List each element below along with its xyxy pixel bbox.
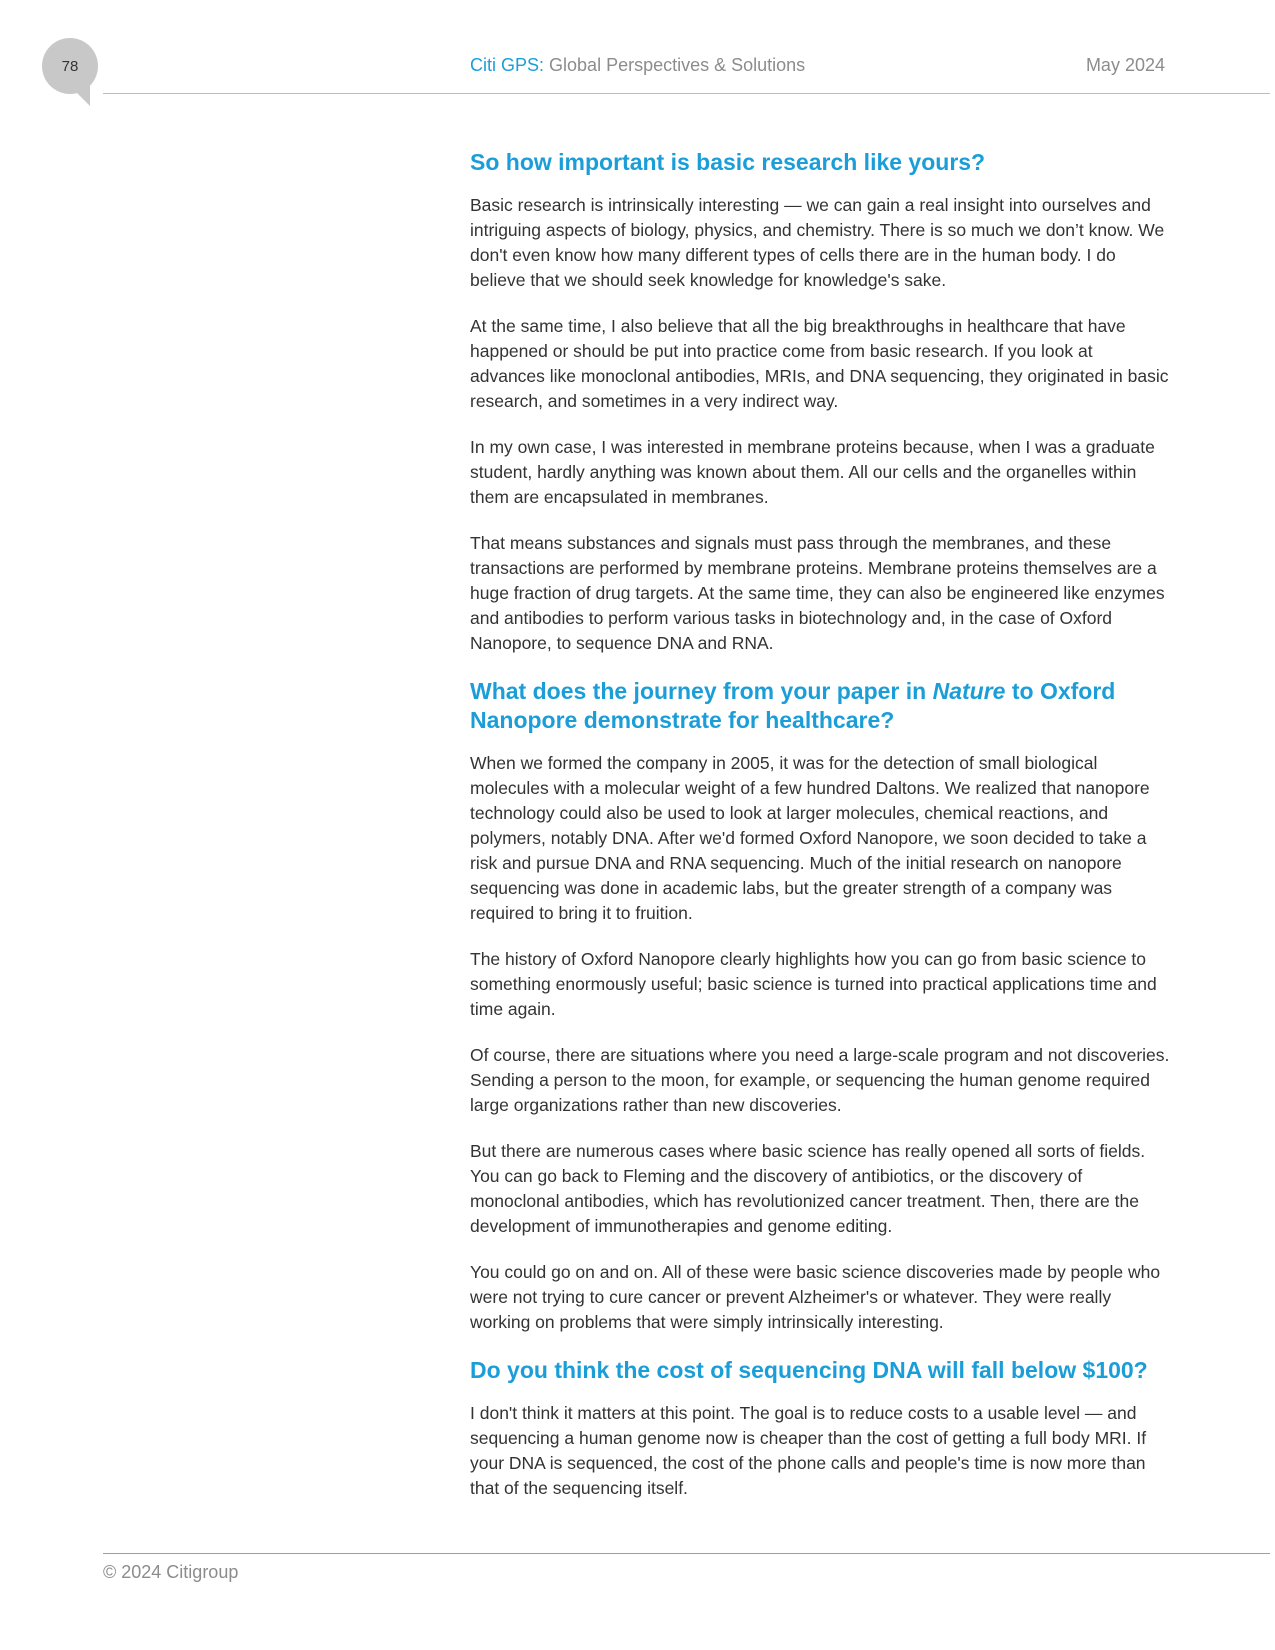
paragraph: When we formed the company in 2005, it was for the detection of small biological molecules with a molecular weight of a few hundred Daltons. We realized that nanopore technology could also be used to look at larger molecules, chemical reactions, and polymers, notably DNA. After we'd formed Oxford Nanopore, we soon decided to take a risk and pursue DNA and RNA sequencing. Much of the initial research on nanopore sequencing was done in academic labs, but the greater strength of a company was required to bring it to fruition. [470,753,1150,923]
paragraph: But there are numerous cases where basic science has really opened all sorts of fields. You can go back to Fleming and the discovery of antibiotics, or the discovery of monoclonal antibodies, which has revolutionized cancer treatment. Then, there are the development of immunotherapies and genome editing. [470,1141,1146,1236]
paragraph: The history of Oxford Nanopore clearly highlights how you can go from basic science to something enormously useful; basic science is turned into practical applications time and time again. [470,949,1157,1019]
footer-copyright: © 2024 Citigroup [103,1562,239,1582]
heading-text: What does the journey from your paper in [470,678,933,704]
heading-text: to Oxford Nanopore demonstrate for healthcare? [470,678,1116,733]
paragraph: Basic research is intrinsically interesting — we can gain a real insight into ourselves and intriguing aspects of biology, physics, and chemistry. There is so much we don’t know. We don't even know how many different types of cells there are in the human body. I do believe that we should seek knowledge for knowledge's sake. [470,195,1165,290]
article-body [470,148,1170,1522]
section-heading-sequencing-cost: Do you think the cost of sequencing DNA will fall below $100? [470,1357,1148,1383]
header-brand: Citi GPS: [470,55,545,75]
page-badge-tail [68,84,90,106]
header-subtitle: Global Perspectives & Solutions [549,55,806,75]
header-divider [103,93,1270,94]
paragraph: You could go on and on. All of these were basic science discoveries made by people who were not trying to cure cancer or prevent Alzheimer's or whatever. They were really working on problems that were simply intrinsically interesting. [470,1262,1161,1332]
section-heading-nature-journey [470,677,1170,735]
page-header [470,55,1165,81]
paragraph: That means substances and signals must pass through the membranes, and these transactions are performed by membrane proteins. Membrane proteins themselves are a huge fraction of drug targets. At the same time, they can also be engineered like enzymes and antibodies to perform various tasks in biotechnology and, in the case of Oxford Nanopore, to sequence DNA and RNA. [470,533,1165,653]
paragraph: At the same time, I also believe that all the big breakthroughs in healthcare that have happened or should be put into practice come from basic research. If you look at advances like monoclonal antibodies, MRIs, and DNA sequencing, they originated in basic research, and sometimes in a very indirect way. [470,316,1169,411]
paragraph: In my own case, I was interested in membrane proteins because, when I was a graduate student, hardly anything was known about them. All our cells and the organelles within them are encapsulated in membranes. [470,437,1155,507]
header-date: May 2024 [1085,55,1165,75]
page-number: 78 [61,57,79,75]
section-heading-basic-research: So how important is basic research like yours? [470,149,986,175]
paragraph: I don't think it matters at this point. The goal is to reduce costs to a usable level — and sequencing a human genome now is cheaper than the cost of getting a full body MRI. If your DNA is sequenced, the cost of the phone calls and people's time is now more than that of the sequencing itself. [470,1403,1147,1498]
paragraph: Of course, there are situations where you need a large-scale program and not discoveries. Sending a person to the moon, for example, or sequencing the human genome required large organizations rather than new discoveries. [470,1045,1170,1115]
heading-journal-title: Nature [932,678,1006,704]
footer-divider [103,1553,1270,1554]
